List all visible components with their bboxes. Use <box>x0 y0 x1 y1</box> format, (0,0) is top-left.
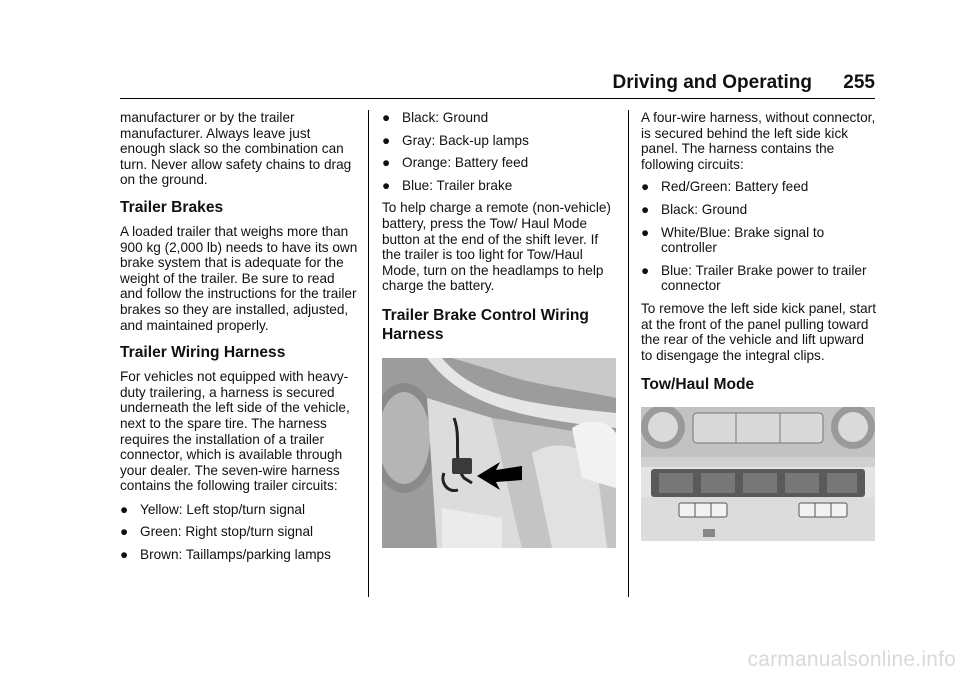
page-header <box>120 70 875 99</box>
bullet-text: Orange: Battery feed <box>402 155 529 171</box>
list-item <box>382 178 618 194</box>
bullet-icon: ● <box>382 155 391 171</box>
list-item <box>641 179 877 195</box>
list-item <box>641 202 877 218</box>
list-item <box>120 547 358 563</box>
bullet-icon: ● <box>382 110 391 125</box>
bullet-icon: ● <box>641 179 650 195</box>
list-item <box>382 133 618 149</box>
harness-paragraph: For vehicles not equipped with heavy-duty trailering, a harness is secured underneath the left side of the vehicle, next to the spare tire. The harness requires the installation of a trailer connector, which is available through your dealer. The seven-wire harness contains the following trailer circuits: <box>120 369 350 494</box>
list-item <box>382 110 618 126</box>
bullet-icon: ● <box>641 201 650 217</box>
charge-paragraph: To help charge a remote (non-vehicle) battery, press the Tow/ Haul Mode button at the end of the shift lever. If the trailer is too light for Tow/Haul Mode, turn on the headlamps to help charge the battery. <box>382 200 611 294</box>
bullet-icon: ● <box>120 524 129 540</box>
column-3 <box>641 110 877 541</box>
page-number: 255 <box>843 72 875 93</box>
heading-trailer-brakes: Trailer Brakes <box>120 198 224 216</box>
bullet-text: Red/Green: Battery feed <box>661 179 809 195</box>
four-wire-paragraph: A four-wire harness, without connector, is secured behind the left side kick panel. The harness contains the following circuits: <box>641 110 876 172</box>
list-item <box>120 502 358 518</box>
list-item <box>641 225 877 256</box>
bullet-icon: ● <box>382 177 391 193</box>
bullet-text: Green: Right stop/turn signal <box>140 524 314 540</box>
bullet-text: Gray: Back-up lamps <box>402 132 529 148</box>
list-item <box>120 524 358 540</box>
heading-tow-haul-mode: Tow/Haul Mode <box>641 376 755 394</box>
bullet-icon: ● <box>120 547 129 563</box>
bullet-icon: ● <box>382 132 391 148</box>
bullet-text: Brown: Taillamps/parking lamps <box>140 547 331 563</box>
column-divider-right <box>628 110 629 597</box>
bullet-text: Black: Ground <box>402 110 489 125</box>
bullet-text: Yellow: Left stop/turn signal <box>140 501 305 517</box>
bullet-icon: ● <box>641 262 650 278</box>
section-title: Driving and Operating <box>612 72 812 93</box>
heading-line: Trailer Brake Control Wiring <box>382 306 589 324</box>
column-1 <box>120 110 358 563</box>
brakes-paragraph: A loaded trailer that weighs more than 900 kg (2,000 lb) needs to have its own brake system that is adequate for the weight of the trailer. Be sure to read and follow the instructions for the trailer brakes so they are installed, adjusted, and maintained properly. <box>120 223 358 333</box>
heading-line: Harness <box>382 325 444 343</box>
watermark: carmanualsonline.info <box>747 648 956 671</box>
heading-trailer-brake-control-wiring-harness <box>382 306 618 344</box>
bullet-icon: ● <box>120 501 129 517</box>
column-divider-left <box>368 110 369 597</box>
heading-trailer-wiring-harness: Trailer Wiring Harness <box>120 344 286 362</box>
bullet-text: Blue: Trailer Brake power to trailer connector <box>661 262 867 294</box>
remove-panel-paragraph: To remove the left side kick panel, start at the front of the panel pulling toward the rear of the vehicle and lift upward to disengage the integral clips. <box>641 300 876 363</box>
list-item <box>382 155 618 171</box>
intro-paragraph: manufacturer or by the trailer manufacturer. Always leave just enough slack so the combination can turn. Never allow safety chains to drag on the ground. <box>120 110 352 188</box>
list-item <box>641 263 877 294</box>
trailer-brake-harness-figure <box>382 358 616 548</box>
bullet-text: White/Blue: Brake signal to controller <box>661 224 825 256</box>
tow-haul-mode-figure <box>641 407 875 541</box>
bullet-text: Blue: Trailer brake <box>402 177 513 193</box>
bullet-icon: ● <box>641 224 650 240</box>
column-2 <box>382 110 618 548</box>
bullet-text: Black: Ground <box>661 201 748 217</box>
